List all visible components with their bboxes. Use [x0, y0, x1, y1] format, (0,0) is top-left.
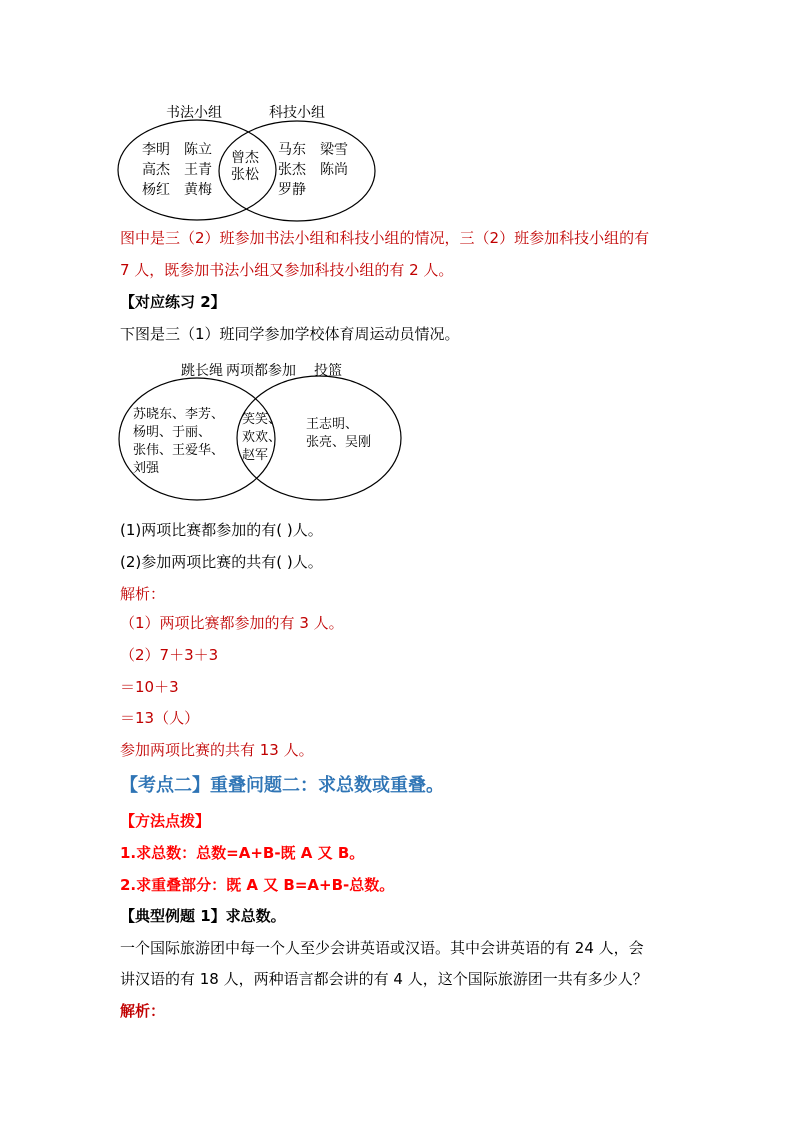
venn2-label-middle: 两项都参加: [226, 363, 296, 379]
venn1-name: 马东: [278, 142, 306, 158]
venn2-label-right: 投篮: [314, 363, 342, 379]
solution-answer-4: ＝13（人）: [120, 709, 200, 727]
venn1-name: 黄梅: [184, 182, 212, 198]
solution-answer-2: （2）7＋3＋3: [120, 646, 219, 664]
venn2-name: 张伟、王爱华、: [133, 443, 225, 458]
venn1-name: 张杰: [278, 162, 306, 178]
venn1-name: 梁雪: [320, 142, 348, 158]
practice2-intro: 下图是三（1）班同学参加学校体育周运动员情况。: [120, 325, 460, 343]
section2-heading: 【考点二】重叠问题二：求总数或重叠。: [120, 775, 444, 796]
venn1-name: 李明: [142, 142, 170, 158]
venn2-name: 王志明、: [306, 417, 359, 432]
problem-line-1: 一个国际旅游团中每一个人至少会讲英语或汉语。其中会讲英语的有 24 人，会: [120, 939, 644, 957]
solution-label: 解析：: [120, 585, 166, 603]
venn2-name: 苏晓东、李芳、: [133, 407, 225, 422]
venn1-name: 曾杰: [231, 150, 259, 166]
question-2: (2)参加两项比赛的共有( )人。: [120, 553, 323, 571]
venn1-name: 杨红: [142, 182, 170, 198]
problem-line-2: 讲汉语的有 18 人，两种语言都会讲的有 4 人，这个国际旅游团一共有多少人？: [120, 970, 648, 988]
solution-answer-1: （1）两项比赛都参加的有 3 人。: [120, 614, 344, 632]
method-title: 【方法点拨】: [120, 812, 211, 830]
venn2-name: 笑笑、: [242, 412, 282, 427]
venn2-name: 赵军: [242, 448, 269, 463]
venn2-name: 杨明、于丽、: [133, 425, 212, 440]
venn2-name: 欢欢、: [242, 430, 282, 445]
venn1-label-left: 书法小组: [166, 105, 222, 121]
explain1-line1: 图中是三（2）班参加书法小组和科技小组的情况，三（2）班参加科技小组的有: [120, 229, 650, 247]
venn2-name: 刘强: [133, 461, 160, 476]
venn1-name: 张松: [231, 167, 259, 183]
solution-answer-3: ＝10＋3: [120, 678, 179, 696]
solution-label-2: 解析：: [120, 1002, 166, 1020]
method-2: 2.求重叠部分：既 A 又 B=A+B-总数。: [120, 876, 395, 894]
venn1-name: 罗静: [278, 182, 306, 198]
explain1-line2: 7 人，既参加书法小组又参加科技小组的有 2 人。: [120, 261, 454, 279]
method-1: 1.求总数：总数=A+B-既 A 又 B。: [120, 844, 365, 862]
example-title: 【典型例题 1】求总数。: [120, 907, 286, 925]
venn2-label-left: 跳长绳: [181, 363, 223, 379]
venn1-name: 高杰: [142, 162, 170, 178]
venn1-name: 王青: [184, 162, 212, 178]
venn1-label-right: 科技小组: [269, 105, 325, 121]
venn2-name: 张亮、吴刚: [306, 435, 372, 450]
practice2-title: 【对应练习 2】: [120, 293, 226, 311]
venn1-name: 陈立: [184, 142, 212, 158]
venn1-name: 陈尚: [320, 162, 348, 178]
solution-answer-5: 参加两项比赛的共有 13 人。: [120, 741, 314, 759]
question-1: (1)两项比赛都参加的有( )人。: [120, 521, 323, 539]
